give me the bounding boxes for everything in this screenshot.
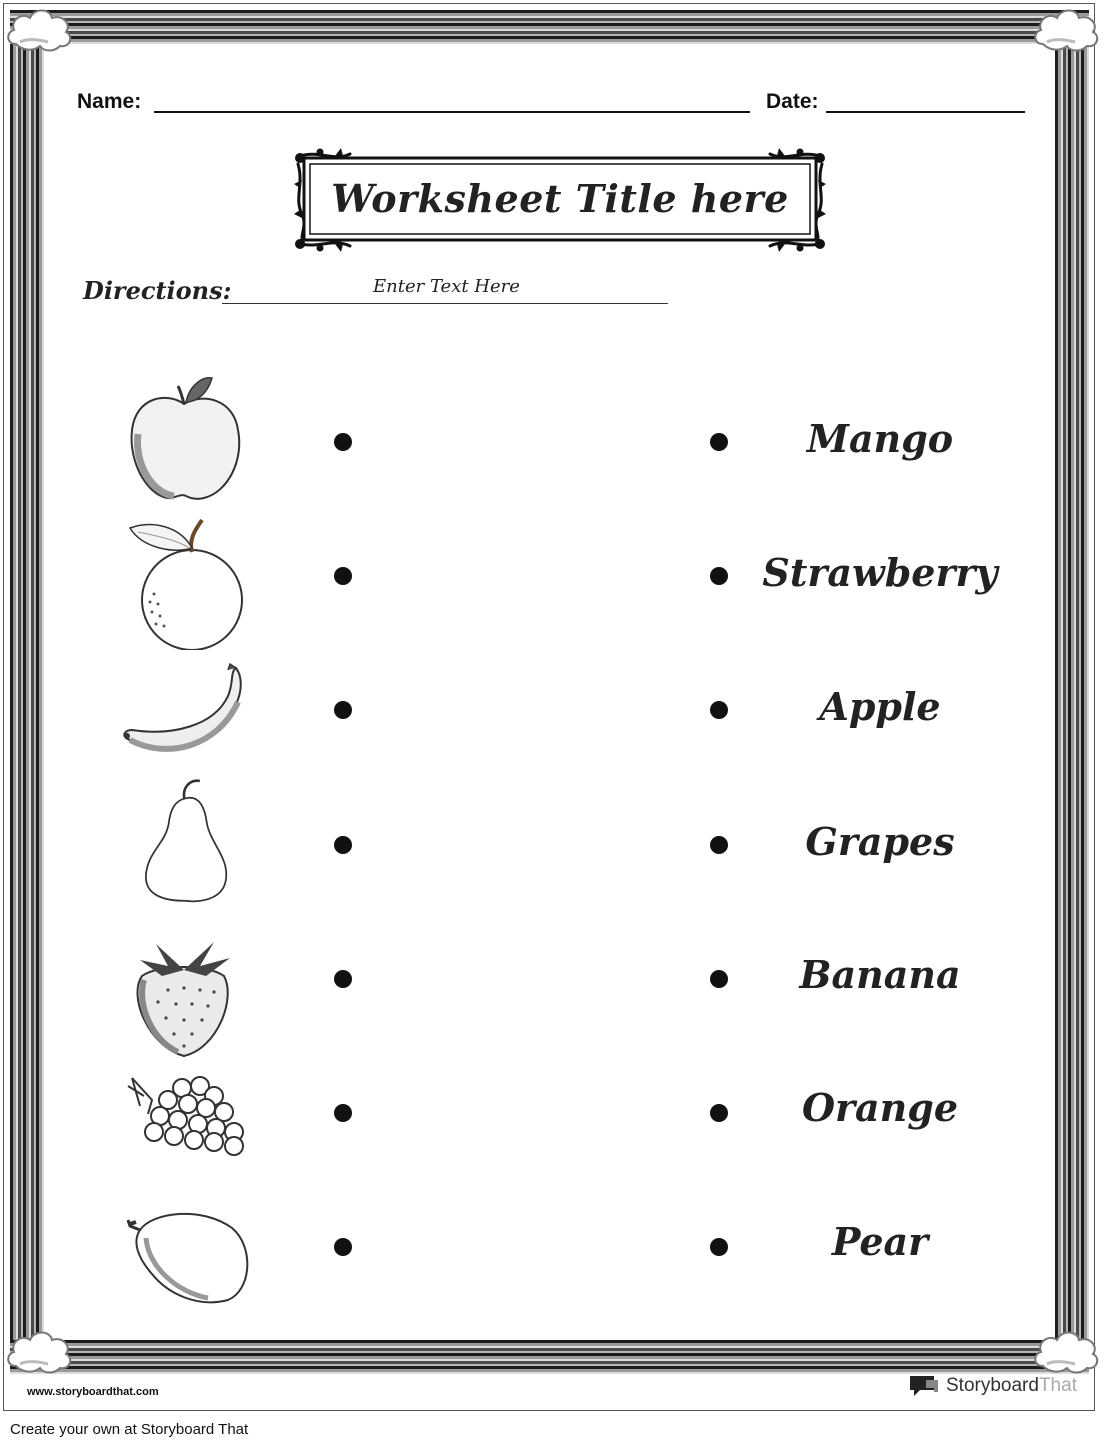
match-dot-right[interactable] (710, 1238, 728, 1256)
directions-label: Directions: (83, 276, 232, 305)
cloud-corner-icon (4, 4, 76, 56)
pear-icon (118, 774, 253, 906)
cloud-corner-icon (1031, 1326, 1103, 1378)
name-label: Name: (77, 90, 142, 113)
match-dot-left[interactable] (334, 567, 352, 585)
match-dot-right[interactable] (710, 701, 728, 719)
apple-icon (118, 374, 253, 506)
mango-icon (118, 1192, 253, 1324)
logo-bold-text: Storyboard (946, 1375, 1039, 1396)
fruit-word: Apple (819, 684, 941, 729)
fruit-word: Grapes (805, 819, 955, 864)
name-field-line[interactable] (154, 111, 750, 113)
frame-top (10, 10, 1089, 44)
match-dot-right[interactable] (710, 433, 728, 451)
cloud-corner-icon (4, 1326, 76, 1378)
match-dot-left[interactable] (334, 836, 352, 854)
strawberry-icon (118, 936, 253, 1068)
worksheet-title[interactable]: Worksheet Title here (331, 175, 789, 221)
fruit-word: Mango (806, 416, 954, 461)
frame-right (1055, 10, 1089, 1374)
orange-icon (118, 518, 253, 650)
match-dot-right[interactable] (710, 567, 728, 585)
directions-text[interactable]: Enter Text Here (373, 276, 520, 297)
frame-bottom (10, 1340, 1089, 1374)
match-dot-left[interactable] (334, 433, 352, 451)
fruit-word: Orange (801, 1085, 959, 1130)
date-label: Date: (766, 90, 819, 113)
fruit-word: Banana (799, 952, 961, 997)
logo-wordmark (946, 1375, 1077, 1397)
speech-bubble-icon (908, 1374, 940, 1398)
directions-line (222, 303, 668, 304)
fruit-word: Strawberry (762, 550, 998, 595)
logo-light-text: That (1038, 1375, 1077, 1396)
fruit-word: Pear (831, 1219, 929, 1264)
date-field-line[interactable] (826, 111, 1025, 113)
create-your-own-link[interactable]: Create your own at Storyboard That (10, 1421, 249, 1438)
frame-left (10, 10, 44, 1374)
storyboardthat-logo[interactable] (908, 1374, 1077, 1398)
match-dot-right[interactable] (710, 836, 728, 854)
match-dot-left[interactable] (334, 701, 352, 719)
grapes-icon (118, 1066, 253, 1198)
footer-url[interactable]: www.storyboardthat.com (27, 1386, 159, 1398)
match-dot-left[interactable] (334, 970, 352, 988)
match-dot-left[interactable] (334, 1104, 352, 1122)
match-dot-left[interactable] (334, 1238, 352, 1256)
cloud-corner-icon (1031, 4, 1103, 56)
match-dot-right[interactable] (710, 1104, 728, 1122)
match-dot-right[interactable] (710, 970, 728, 988)
